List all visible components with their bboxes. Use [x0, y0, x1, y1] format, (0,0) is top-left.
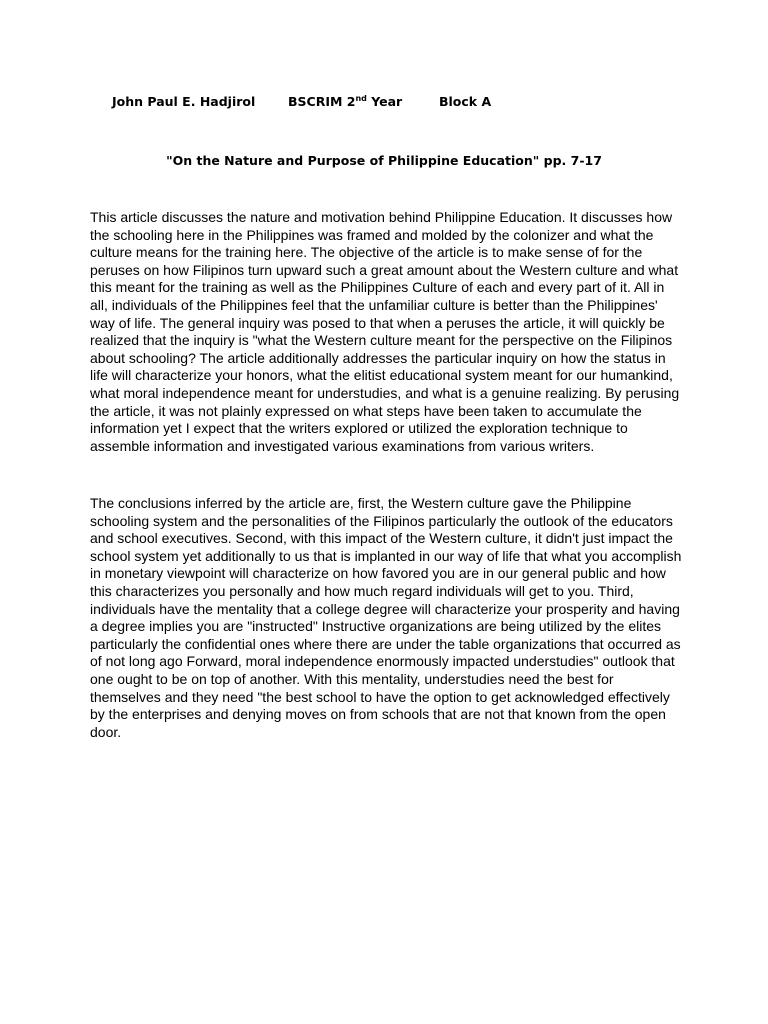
student-name: John Paul E. Hadjirol [112, 94, 256, 109]
paragraph-line: the article, it was not plainly expressed on what steps have been taken to accumulate the [90, 402, 642, 419]
paragraph-2 [90, 495, 690, 741]
document-title: "On the Nature and Purpose of Philippine Education" pp. 7-17 [166, 153, 602, 168]
paragraph-line: schooling system and the personalities of the Filipinos particularly the outlook of the educators [90, 512, 673, 529]
paragraph-line: and school executives. Second, with this impact of the Western culture, it didn't just impact the [90, 530, 673, 547]
block-label: Block A [439, 94, 492, 109]
paragraph-line: peruses on how Filipinos turn upward such a great amount about the Western culture and what [90, 261, 679, 278]
paragraph-line: a degree implies you are "instructed" Instructive organizations are being utilized by the elites [90, 618, 662, 635]
paragraph-line: what moral independence meant for understudies, and what is a genuine realizing. By perusing [90, 384, 680, 401]
paragraph-line: This article discusses the nature and motivation behind Philippine Education. It discusses how [90, 209, 673, 225]
paragraph-line: of not long ago Forward, moral independence enormously impacted understudies" outlook that [90, 653, 675, 670]
course-ordinal-suffix: nd [355, 93, 367, 103]
paragraph-line: the schooling here in the Philippines was framed and molded by the colonizer and what the [90, 226, 654, 243]
paragraph-line: particularly the confidential ones where there are under the table organizations that occurred as [90, 635, 681, 652]
paragraph-line: life will characterize your honors, what the elitist educational system meant for our humankind, [90, 367, 673, 384]
paragraph-line: this meant for the training as well as the Philippines Culture of each and every part of it. All in [90, 279, 665, 296]
paragraph-line: themselves and they need "the best school to have the option to get acknowledged effectively [90, 688, 670, 705]
paragraph-line: individuals have the mentality that a college degree will characterize your prosperity and having [90, 600, 680, 617]
paragraph-line: information yet I expect that the writers explored or utilized the exploration technique to [90, 420, 628, 437]
paragraph-line: school system yet additionally to us that is implanted in our way of life that what you accomplish [90, 547, 682, 564]
course-year [288, 94, 402, 109]
paragraph-1 [90, 209, 690, 455]
paragraph-line: realized that the inquiry is "what the Western culture meant for the perspective on the Filipinos [90, 332, 673, 349]
paragraph-line: this characterizes you personally and how much regard individuals will get to you. Third, [90, 582, 634, 599]
paragraph-line: in monetary viewpoint will characterize on how favored you are in our general public and how [90, 565, 666, 582]
course-suffix: Year [366, 94, 403, 109]
paragraph-line: one ought to be on top of another. With this mentality, understudies need the best for [90, 670, 614, 687]
paragraph-line: culture means for the training here. The objective of the article is to make sense of for the [90, 244, 643, 261]
paragraph-line: The conclusions inferred by the article are, first, the Western culture gave the Philippine [90, 495, 632, 511]
course-prefix: BSCRIM 2 [288, 94, 356, 109]
paragraph-line: assemble information and investigated various examinations from various writers. [90, 437, 595, 454]
paragraph-line: all, individuals of the Philippines feel that the unfamiliar culture is better than the Philippines' [90, 296, 658, 313]
paragraph-line: by the enterprises and denying moves on from schools that are not that known from the open [90, 706, 666, 723]
paragraph-line: door. [90, 723, 122, 740]
paragraph-line: about schooling? The article additionally addresses the particular inquiry on how the status in [90, 349, 666, 366]
paragraph-line: way of life. The general inquiry was posed to that when a peruses the article, it will quickly be [90, 314, 665, 331]
